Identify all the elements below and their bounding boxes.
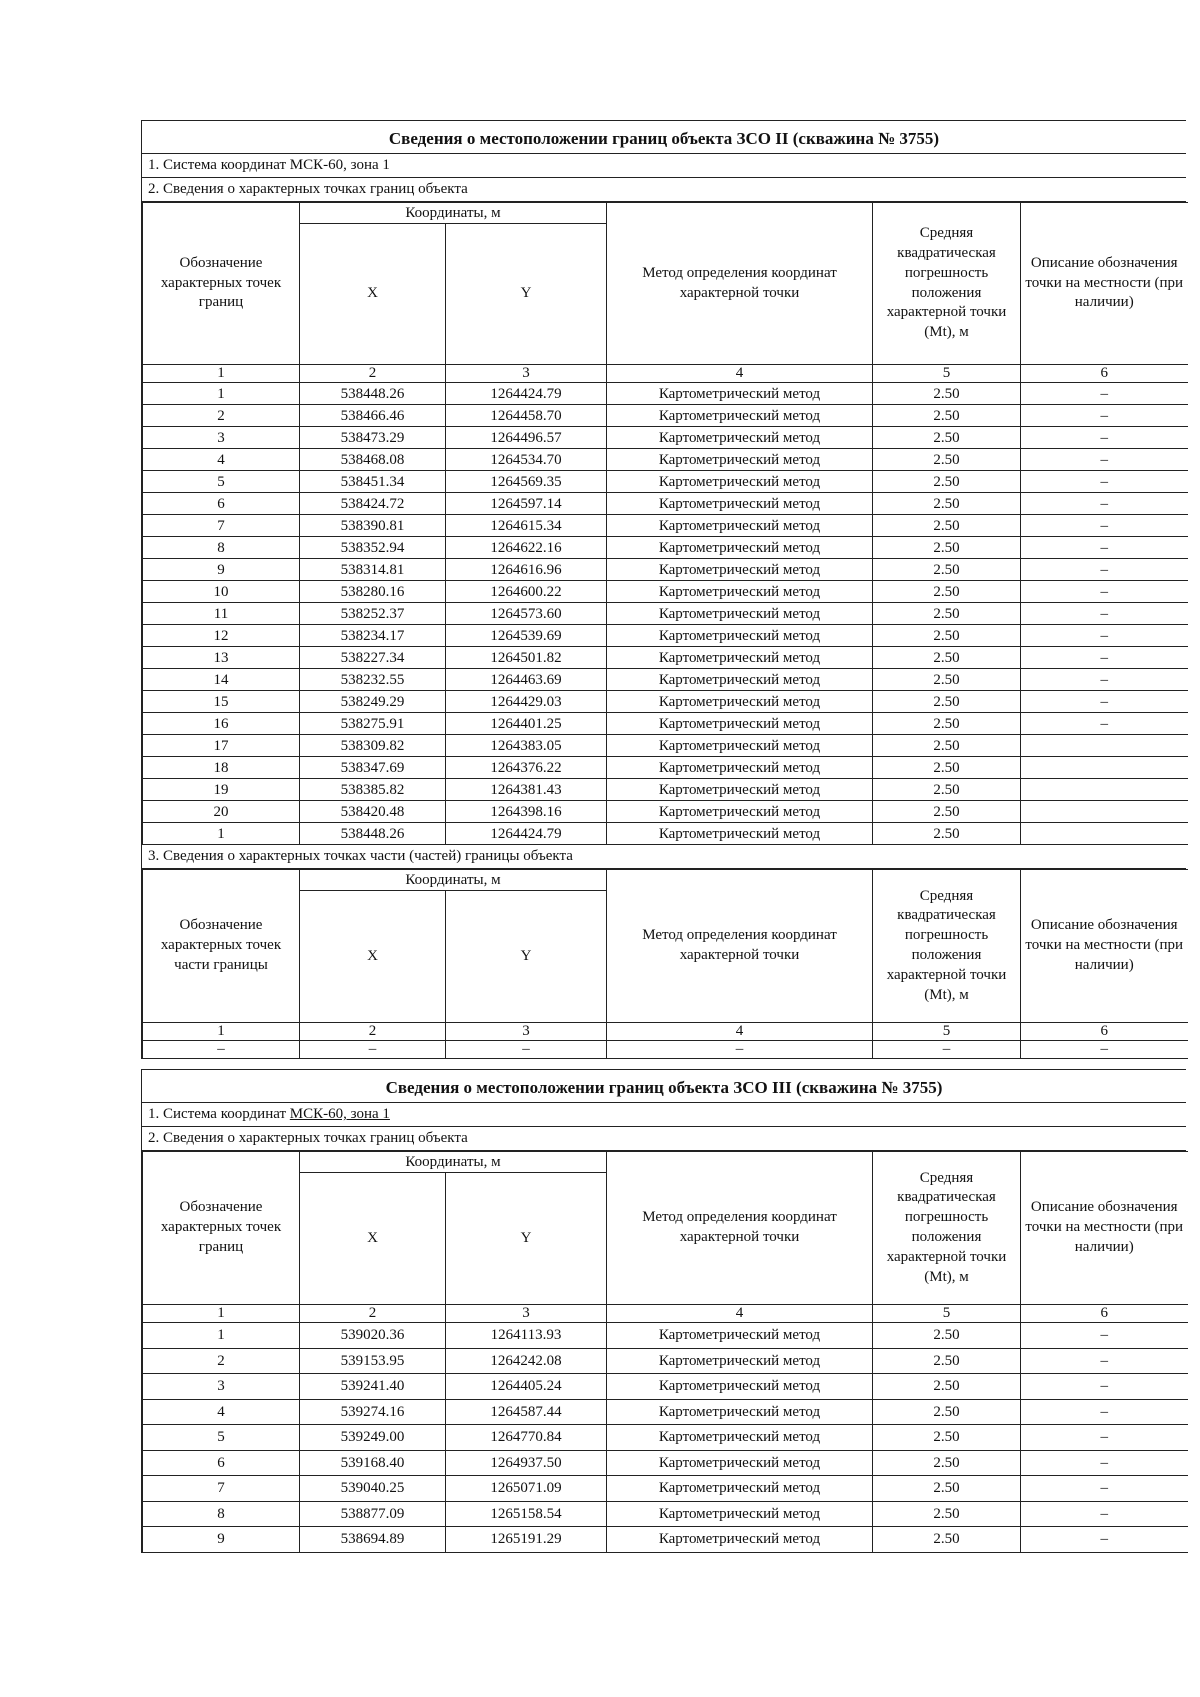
cell-description: – <box>1021 691 1188 713</box>
header-y: Y <box>446 891 607 1023</box>
cell-error: 2.50 <box>873 1323 1021 1349</box>
table-row <box>143 449 1188 471</box>
cell-error: 2.50 <box>873 625 1021 647</box>
table-row <box>143 515 1188 537</box>
cell-description: – <box>1021 1348 1188 1374</box>
cell-x: 538280.16 <box>300 581 446 603</box>
cell-y: 1264496.57 <box>446 427 607 449</box>
col-number: 5 <box>873 365 1021 383</box>
table-row <box>143 735 1188 757</box>
cell-error: 2.50 <box>873 1527 1021 1553</box>
col-number: 4 <box>607 1305 873 1323</box>
cell-y: 1264573.60 <box>446 603 607 625</box>
section-title: Сведения о местоположении границ объекта ЗСО II (скважина № 3755) <box>142 120 1186 154</box>
cell-number: 5 <box>143 1425 300 1451</box>
table-row <box>143 669 1188 691</box>
header-description: Описание обозначения точки на местности (при наличии) <box>1021 1152 1188 1305</box>
points-info-line: 2. Сведения о характерных точках границ объекта <box>142 1127 1186 1151</box>
header-x: X <box>300 1173 446 1305</box>
cell-error: 2.50 <box>873 1476 1021 1502</box>
cell-number: 7 <box>143 515 300 537</box>
header-method: Метод определения координат характерной точки <box>607 1152 873 1305</box>
cell-x: 538347.69 <box>300 757 446 779</box>
cell-y: 1264381.43 <box>446 779 607 801</box>
cell-number: 17 <box>143 735 300 757</box>
cell-method: Картометрический метод <box>607 1399 873 1425</box>
cell-method: Картометрический метод <box>607 1323 873 1349</box>
cell-number: 16 <box>143 713 300 735</box>
cell-y: 1264770.84 <box>446 1425 607 1451</box>
cell-method: Картометрический метод <box>607 493 873 515</box>
table-row <box>143 691 1188 713</box>
cell-x: 539241.40 <box>300 1374 446 1400</box>
cell-error: 2.50 <box>873 1399 1021 1425</box>
section-title: Сведения о местоположении границ объекта ЗСО III (скважина № 3755) <box>142 1069 1186 1103</box>
cell-error: 2.50 <box>873 449 1021 471</box>
cell-number: 6 <box>143 1450 300 1476</box>
cell-description: – <box>1021 559 1188 581</box>
cell-method: Картометрический метод <box>607 405 873 427</box>
cell-number: 9 <box>143 559 300 581</box>
cell-x: 538424.72 <box>300 493 446 515</box>
cell-number: 11 <box>143 603 300 625</box>
cell-method: Картометрический метод <box>607 647 873 669</box>
cell-method: Картометрический метод <box>607 427 873 449</box>
table-row <box>143 1323 1188 1349</box>
cell-error: 2.50 <box>873 801 1021 823</box>
header-error: Средняя квадратическая погрешность положения характерной точки (Mt), м <box>873 870 1021 1023</box>
header-error: Средняя квадратическая погрешность положения характерной точки (Mt), м <box>873 203 1021 365</box>
cell-x: 538473.29 <box>300 427 446 449</box>
cell-x: 539153.95 <box>300 1348 446 1374</box>
cell-y: 1264615.34 <box>446 515 607 537</box>
cell-number: 7 <box>143 1476 300 1502</box>
cell-x: 538448.26 <box>300 823 446 845</box>
table-row <box>143 1348 1188 1374</box>
cell-description <box>1021 823 1188 845</box>
header-coordinates: Координаты, м <box>300 1152 607 1173</box>
cell-x: 538227.34 <box>300 647 446 669</box>
cell-error: 2.50 <box>873 405 1021 427</box>
boundary-points-table <box>142 202 1188 845</box>
cell-x: 539168.40 <box>300 1450 446 1476</box>
table-row <box>143 427 1188 449</box>
cell-x: 538309.82 <box>300 735 446 757</box>
col-number: 4 <box>607 365 873 383</box>
cell-method: Картометрический метод <box>607 581 873 603</box>
cell-x: 538234.17 <box>300 625 446 647</box>
cell-method: Картометрический метод <box>607 735 873 757</box>
cell-description: – <box>1021 427 1188 449</box>
cell-description <box>1021 735 1188 757</box>
cell-x: 538352.94 <box>300 537 446 559</box>
cell-error: – <box>873 1041 1021 1059</box>
col-number: 1 <box>143 365 300 383</box>
section-zso-3 <box>141 1069 1186 1553</box>
cell-error: 2.50 <box>873 537 1021 559</box>
cell-y: 1264458.70 <box>446 405 607 427</box>
cell-description: – <box>1021 449 1188 471</box>
table-row <box>143 779 1188 801</box>
cell-number: 18 <box>143 757 300 779</box>
cell-description: – <box>1021 1041 1188 1059</box>
header-x: X <box>300 891 446 1023</box>
cell-x: 538468.08 <box>300 449 446 471</box>
cell-description: – <box>1021 713 1188 735</box>
col-number: 1 <box>143 1023 300 1041</box>
cell-description: – <box>1021 1501 1188 1527</box>
cell-method: Картометрический метод <box>607 1476 873 1502</box>
cell-error: 2.50 <box>873 647 1021 669</box>
table-row <box>143 647 1188 669</box>
cell-method: Картометрический метод <box>607 801 873 823</box>
cell-method: Картометрический метод <box>607 823 873 845</box>
col-number: 5 <box>873 1023 1021 1041</box>
header-y: Y <box>446 1173 607 1305</box>
cell-error: 2.50 <box>873 757 1021 779</box>
cell-method: Картометрический метод <box>607 515 873 537</box>
cell-number: 5 <box>143 471 300 493</box>
cell-y: 1264569.35 <box>446 471 607 493</box>
cell-method: Картометрический метод <box>607 603 873 625</box>
points-info-line: 2. Сведения о характерных точках границ объекта <box>142 178 1186 202</box>
cell-number: 3 <box>143 427 300 449</box>
cell-x: 539020.36 <box>300 1323 446 1349</box>
cell-error: 2.50 <box>873 713 1021 735</box>
table-row <box>143 801 1188 823</box>
col-number: 3 <box>446 1305 607 1323</box>
header-description: Описание обозначения точки на местности (при наличии) <box>1021 870 1188 1023</box>
cell-description: – <box>1021 405 1188 427</box>
cell-description <box>1021 801 1188 823</box>
cell-error: 2.50 <box>873 515 1021 537</box>
cell-number: 12 <box>143 625 300 647</box>
coordinate-system-line: 1. Система координат МСК-60, зона 1 <box>142 154 1186 178</box>
cell-error: 2.50 <box>873 1348 1021 1374</box>
cell-number: 1 <box>143 1323 300 1349</box>
cell-number: 10 <box>143 581 300 603</box>
cell-y: 1264600.22 <box>446 581 607 603</box>
cell-description: – <box>1021 581 1188 603</box>
cell-x: 538275.91 <box>300 713 446 735</box>
cell-y: 1264383.05 <box>446 735 607 757</box>
cell-y: 1264539.69 <box>446 625 607 647</box>
cell-number: 4 <box>143 449 300 471</box>
cell-x: 538694.89 <box>300 1527 446 1553</box>
section-zso-2 <box>141 120 1186 1059</box>
table-row <box>143 383 1188 405</box>
cell-method: Картометрический метод <box>607 449 873 471</box>
cell-description: – <box>1021 471 1188 493</box>
table-row <box>143 1476 1188 1502</box>
cell-x: – <box>300 1041 446 1059</box>
cell-description: – <box>1021 647 1188 669</box>
part-points-table <box>142 869 1188 1059</box>
cell-y: 1265191.29 <box>446 1527 607 1553</box>
cell-method: Картометрический метод <box>607 669 873 691</box>
cell-y: 1264937.50 <box>446 1450 607 1476</box>
header-coordinates: Координаты, м <box>300 870 607 891</box>
cell-x: 538385.82 <box>300 779 446 801</box>
cell-x: 538314.81 <box>300 559 446 581</box>
cell-number: 13 <box>143 647 300 669</box>
part-points-info-line: 3. Сведения о характерных точках части (частей) границы объекта <box>142 845 1186 869</box>
cell-y: 1265158.54 <box>446 1501 607 1527</box>
table-row <box>143 405 1188 427</box>
cell-x: 539249.00 <box>300 1425 446 1451</box>
cell-description: – <box>1021 603 1188 625</box>
document-sheet <box>141 120 1186 1553</box>
cell-error: 2.50 <box>873 383 1021 405</box>
cell-x: 538466.46 <box>300 405 446 427</box>
cell-x: 539274.16 <box>300 1399 446 1425</box>
cell-error: 2.50 <box>873 559 1021 581</box>
cell-y: 1264398.16 <box>446 801 607 823</box>
cell-description: – <box>1021 625 1188 647</box>
cell-description: – <box>1021 383 1188 405</box>
table-row <box>143 625 1188 647</box>
cell-method: Картометрический метод <box>607 1527 873 1553</box>
cell-method: Картометрический метод <box>607 1374 873 1400</box>
cell-method: Картометрический метод <box>607 1501 873 1527</box>
cell-y: 1264534.70 <box>446 449 607 471</box>
cell-error: 2.50 <box>873 581 1021 603</box>
col-number: 6 <box>1021 365 1188 383</box>
cell-description: – <box>1021 1399 1188 1425</box>
col-number: 3 <box>446 365 607 383</box>
cell-error: 2.50 <box>873 603 1021 625</box>
cell-error: 2.50 <box>873 471 1021 493</box>
cell-error: 2.50 <box>873 493 1021 515</box>
cell-y: – <box>446 1041 607 1059</box>
cell-description: – <box>1021 669 1188 691</box>
cell-number: 20 <box>143 801 300 823</box>
cell-method: Картометрический метод <box>607 471 873 493</box>
table-row <box>143 823 1188 845</box>
cell-description: – <box>1021 493 1188 515</box>
col-number: 6 <box>1021 1305 1188 1323</box>
cell-x: 539040.25 <box>300 1476 446 1502</box>
cell-number: 2 <box>143 405 300 427</box>
cell-method: Картометрический метод <box>607 537 873 559</box>
cell-description: – <box>1021 1527 1188 1553</box>
cell-description: – <box>1021 1323 1188 1349</box>
cell-error: 2.50 <box>873 1501 1021 1527</box>
cell-error: 2.50 <box>873 1450 1021 1476</box>
col-number: 3 <box>446 1023 607 1041</box>
cell-x: 538420.48 <box>300 801 446 823</box>
table-row <box>143 581 1188 603</box>
cell-method: Картометрический метод <box>607 779 873 801</box>
table-row <box>143 1425 1188 1451</box>
header-coordinates: Координаты, м <box>300 203 607 224</box>
cell-description: – <box>1021 1450 1188 1476</box>
cell-method: Картометрический метод <box>607 559 873 581</box>
cell-y: 1264113.93 <box>446 1323 607 1349</box>
cell-number: 19 <box>143 779 300 801</box>
cell-method: Картометрический метод <box>607 1450 873 1476</box>
table-row <box>143 713 1188 735</box>
cell-method: Картометрический метод <box>607 691 873 713</box>
cell-number: 4 <box>143 1399 300 1425</box>
cell-x: 538390.81 <box>300 515 446 537</box>
cell-x: 538877.09 <box>300 1501 446 1527</box>
cell-method: – <box>607 1041 873 1059</box>
boundary-points-table <box>142 1151 1188 1553</box>
cell-number: 8 <box>143 1501 300 1527</box>
cell-number: 14 <box>143 669 300 691</box>
cell-y: 1264424.79 <box>446 383 607 405</box>
cell-method: Картометрический метод <box>607 757 873 779</box>
col-number: 4 <box>607 1023 873 1041</box>
header-designation: Обозначение характерных точек границ <box>143 1152 300 1305</box>
cell-error: 2.50 <box>873 823 1021 845</box>
cell-description <box>1021 779 1188 801</box>
header-method: Метод определения координат характерной точки <box>607 203 873 365</box>
cell-number: 1 <box>143 823 300 845</box>
cell-description <box>1021 757 1188 779</box>
cell-number: 3 <box>143 1374 300 1400</box>
cell-y: 1264622.16 <box>446 537 607 559</box>
cell-error: 2.50 <box>873 1374 1021 1400</box>
cell-x: 538451.34 <box>300 471 446 493</box>
coordinate-system-prefix: 1. Система координат <box>148 1106 290 1122</box>
header-method: Метод определения координат характерной точки <box>607 870 873 1023</box>
cell-x: 538249.29 <box>300 691 446 713</box>
cell-error: 2.50 <box>873 1425 1021 1451</box>
cell-method: Картометрический метод <box>607 1425 873 1451</box>
cell-y: 1264463.69 <box>446 669 607 691</box>
cell-y: 1264424.79 <box>446 823 607 845</box>
cell-y: 1264501.82 <box>446 647 607 669</box>
cell-method: Картометрический метод <box>607 713 873 735</box>
cell-description: – <box>1021 1425 1188 1451</box>
cell-description: – <box>1021 1476 1188 1502</box>
cell-method: Картометрический метод <box>607 383 873 405</box>
cell-number: 9 <box>143 1527 300 1553</box>
table-row <box>143 493 1188 515</box>
cell-description: – <box>1021 1374 1188 1400</box>
cell-description: – <box>1021 537 1188 559</box>
cell-number: 8 <box>143 537 300 559</box>
cell-method: Картометрический метод <box>607 625 873 647</box>
coordinate-system-line <box>142 1103 1186 1127</box>
cell-y: 1264616.96 <box>446 559 607 581</box>
header-x: X <box>300 224 446 365</box>
cell-number: 2 <box>143 1348 300 1374</box>
cell-number: – <box>143 1041 300 1059</box>
cell-method: Картометрический метод <box>607 1348 873 1374</box>
cell-y: 1264401.25 <box>446 713 607 735</box>
cell-error: 2.50 <box>873 691 1021 713</box>
col-number: 1 <box>143 1305 300 1323</box>
col-number: 6 <box>1021 1023 1188 1041</box>
cell-x: 538232.55 <box>300 669 446 691</box>
header-designation: Обозначение характерных точек части границы <box>143 870 300 1023</box>
table-row <box>143 537 1188 559</box>
cell-x: 538252.37 <box>300 603 446 625</box>
col-number: 2 <box>300 365 446 383</box>
cell-number: 1 <box>143 383 300 405</box>
cell-y: 1264597.14 <box>446 493 607 515</box>
cell-y: 1264242.08 <box>446 1348 607 1374</box>
table-row <box>143 757 1188 779</box>
cell-number: 6 <box>143 493 300 515</box>
cell-y: 1264376.22 <box>446 757 607 779</box>
table-row <box>143 1501 1188 1527</box>
table-row <box>143 1374 1188 1400</box>
cell-description: – <box>1021 515 1188 537</box>
col-number: 2 <box>300 1023 446 1041</box>
header-y: Y <box>446 224 607 365</box>
col-number: 5 <box>873 1305 1021 1323</box>
cell-error: 2.50 <box>873 669 1021 691</box>
cell-y: 1265071.09 <box>446 1476 607 1502</box>
cell-error: 2.50 <box>873 779 1021 801</box>
cell-number: 15 <box>143 691 300 713</box>
table-row <box>143 603 1188 625</box>
header-designation: Обозначение характерных точек границ <box>143 203 300 365</box>
cell-y: 1264587.44 <box>446 1399 607 1425</box>
coordinate-system-value: МСК-60, зона 1 <box>289 1106 390 1122</box>
table-row <box>143 559 1188 581</box>
cell-y: 1264429.03 <box>446 691 607 713</box>
table-row <box>143 1527 1188 1553</box>
table-row <box>143 471 1188 493</box>
header-description: Описание обозначения точки на местности (при наличии) <box>1021 203 1188 365</box>
col-number: 2 <box>300 1305 446 1323</box>
cell-error: 2.50 <box>873 735 1021 757</box>
cell-error: 2.50 <box>873 427 1021 449</box>
cell-x: 538448.26 <box>300 383 446 405</box>
table-row <box>143 1399 1188 1425</box>
table-row <box>143 1450 1188 1476</box>
cell-y: 1264405.24 <box>446 1374 607 1400</box>
header-error: Средняя квадратическая погрешность положения характерной точки (Mt), м <box>873 1152 1021 1305</box>
